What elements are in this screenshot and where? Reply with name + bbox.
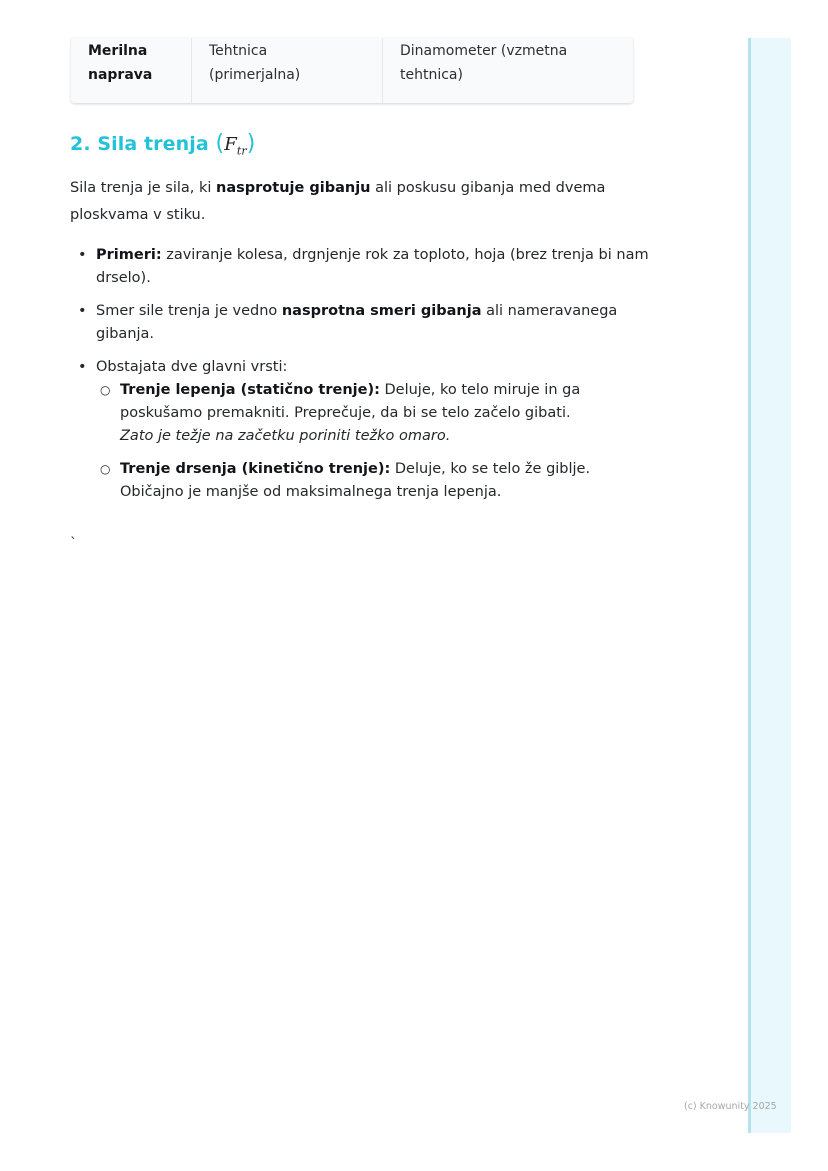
bullet-list [70, 244, 650, 514]
decorative-side-panel [748, 38, 791, 1133]
bullet-icon: • [78, 247, 87, 263]
copyright-footer: (c) Knowunity 2025 [684, 1101, 777, 1112]
stray-backtick: ` [70, 536, 77, 552]
section-heading [70, 131, 255, 158]
emphasis: nasprotna smeri gibanja [281, 303, 482, 319]
cell-line: (primerjalna) [209, 67, 301, 83]
sub-list-item: ○ Trenje lepenja (statično trenje): Deluje, ko telo miruje in ga poskušamo premakniti. Preprečuje, da bi se telo začelo gibati. Zato je težje na začetku poriniti težko omaro. [96, 379, 650, 448]
math-subscript: tr [236, 144, 247, 158]
emphasis: nasprotuje gibanju [216, 180, 371, 196]
bullet-icon: • [78, 303, 87, 319]
hollow-bullet-icon: ○ [100, 462, 111, 476]
cell-line: tehtnica) [400, 67, 463, 83]
comparison-table [71, 38, 633, 103]
hollow-bullet-icon: ○ [100, 383, 111, 397]
emphasis: Trenje lepenja (statično trenje): [120, 382, 380, 398]
list-item: • Obstajata dve glavni vrsti: ○ Trenje lepenja (statično trenje): Deluje, ko telo miruje in ga poskušamo premakniti. Preprečuje, da bi se telo začelo gibati. Zato je težje na začetku poriniti težko omaro. ○ Trenje drsenja (kinetično trenje): Deluje, ko se telo že giblje. Običajno je manjše od maksimalnega trenja lepenja. [70, 356, 650, 504]
table-cell [192, 38, 383, 103]
row-header-line: naprava [88, 67, 153, 83]
emphasis: Primeri: [96, 247, 162, 263]
row-header-line: Merilna [88, 43, 148, 59]
intro-paragraph: Sila trenja je sila, ki nasprotuje gibanju ali poskusu gibanja med dvema ploskvama v stiku. [70, 180, 606, 223]
sub-list-item: ○ Trenje drsenja (kinetično trenje): Deluje, ko se telo že giblje. Običajno je manjše od maksimalnega trenja lepenja. [96, 458, 650, 504]
math-open-paren: ( [215, 131, 225, 156]
heading-text: 2. Sila trenja [70, 133, 209, 155]
emphasis: Trenje drsenja (kinetično trenje): [120, 461, 391, 477]
italic-note: Zato je težje na začetku poriniti težko omaro. [120, 428, 451, 444]
list-item: • Smer sile trenja je vedno nasprotna smeri gibanja ali nameravanega gibanja. [70, 300, 650, 346]
list-item: • Primeri: zaviranje kolesa, drgnjenje rok za toploto, hoja (brez trenja bi nam drselo). [70, 244, 650, 290]
cell-line: Dinamometer (vzmetna [400, 43, 568, 59]
row-header-cell [71, 38, 192, 103]
bullet-icon: • [78, 359, 87, 375]
sub-bullet-list [96, 379, 650, 504]
cell-line: Tehtnica [209, 43, 268, 59]
math-close-paren: ) [246, 131, 256, 156]
math-symbol: $F_{tr}$ [224, 134, 247, 158]
table-cell [383, 38, 634, 103]
table-row [71, 38, 633, 103]
